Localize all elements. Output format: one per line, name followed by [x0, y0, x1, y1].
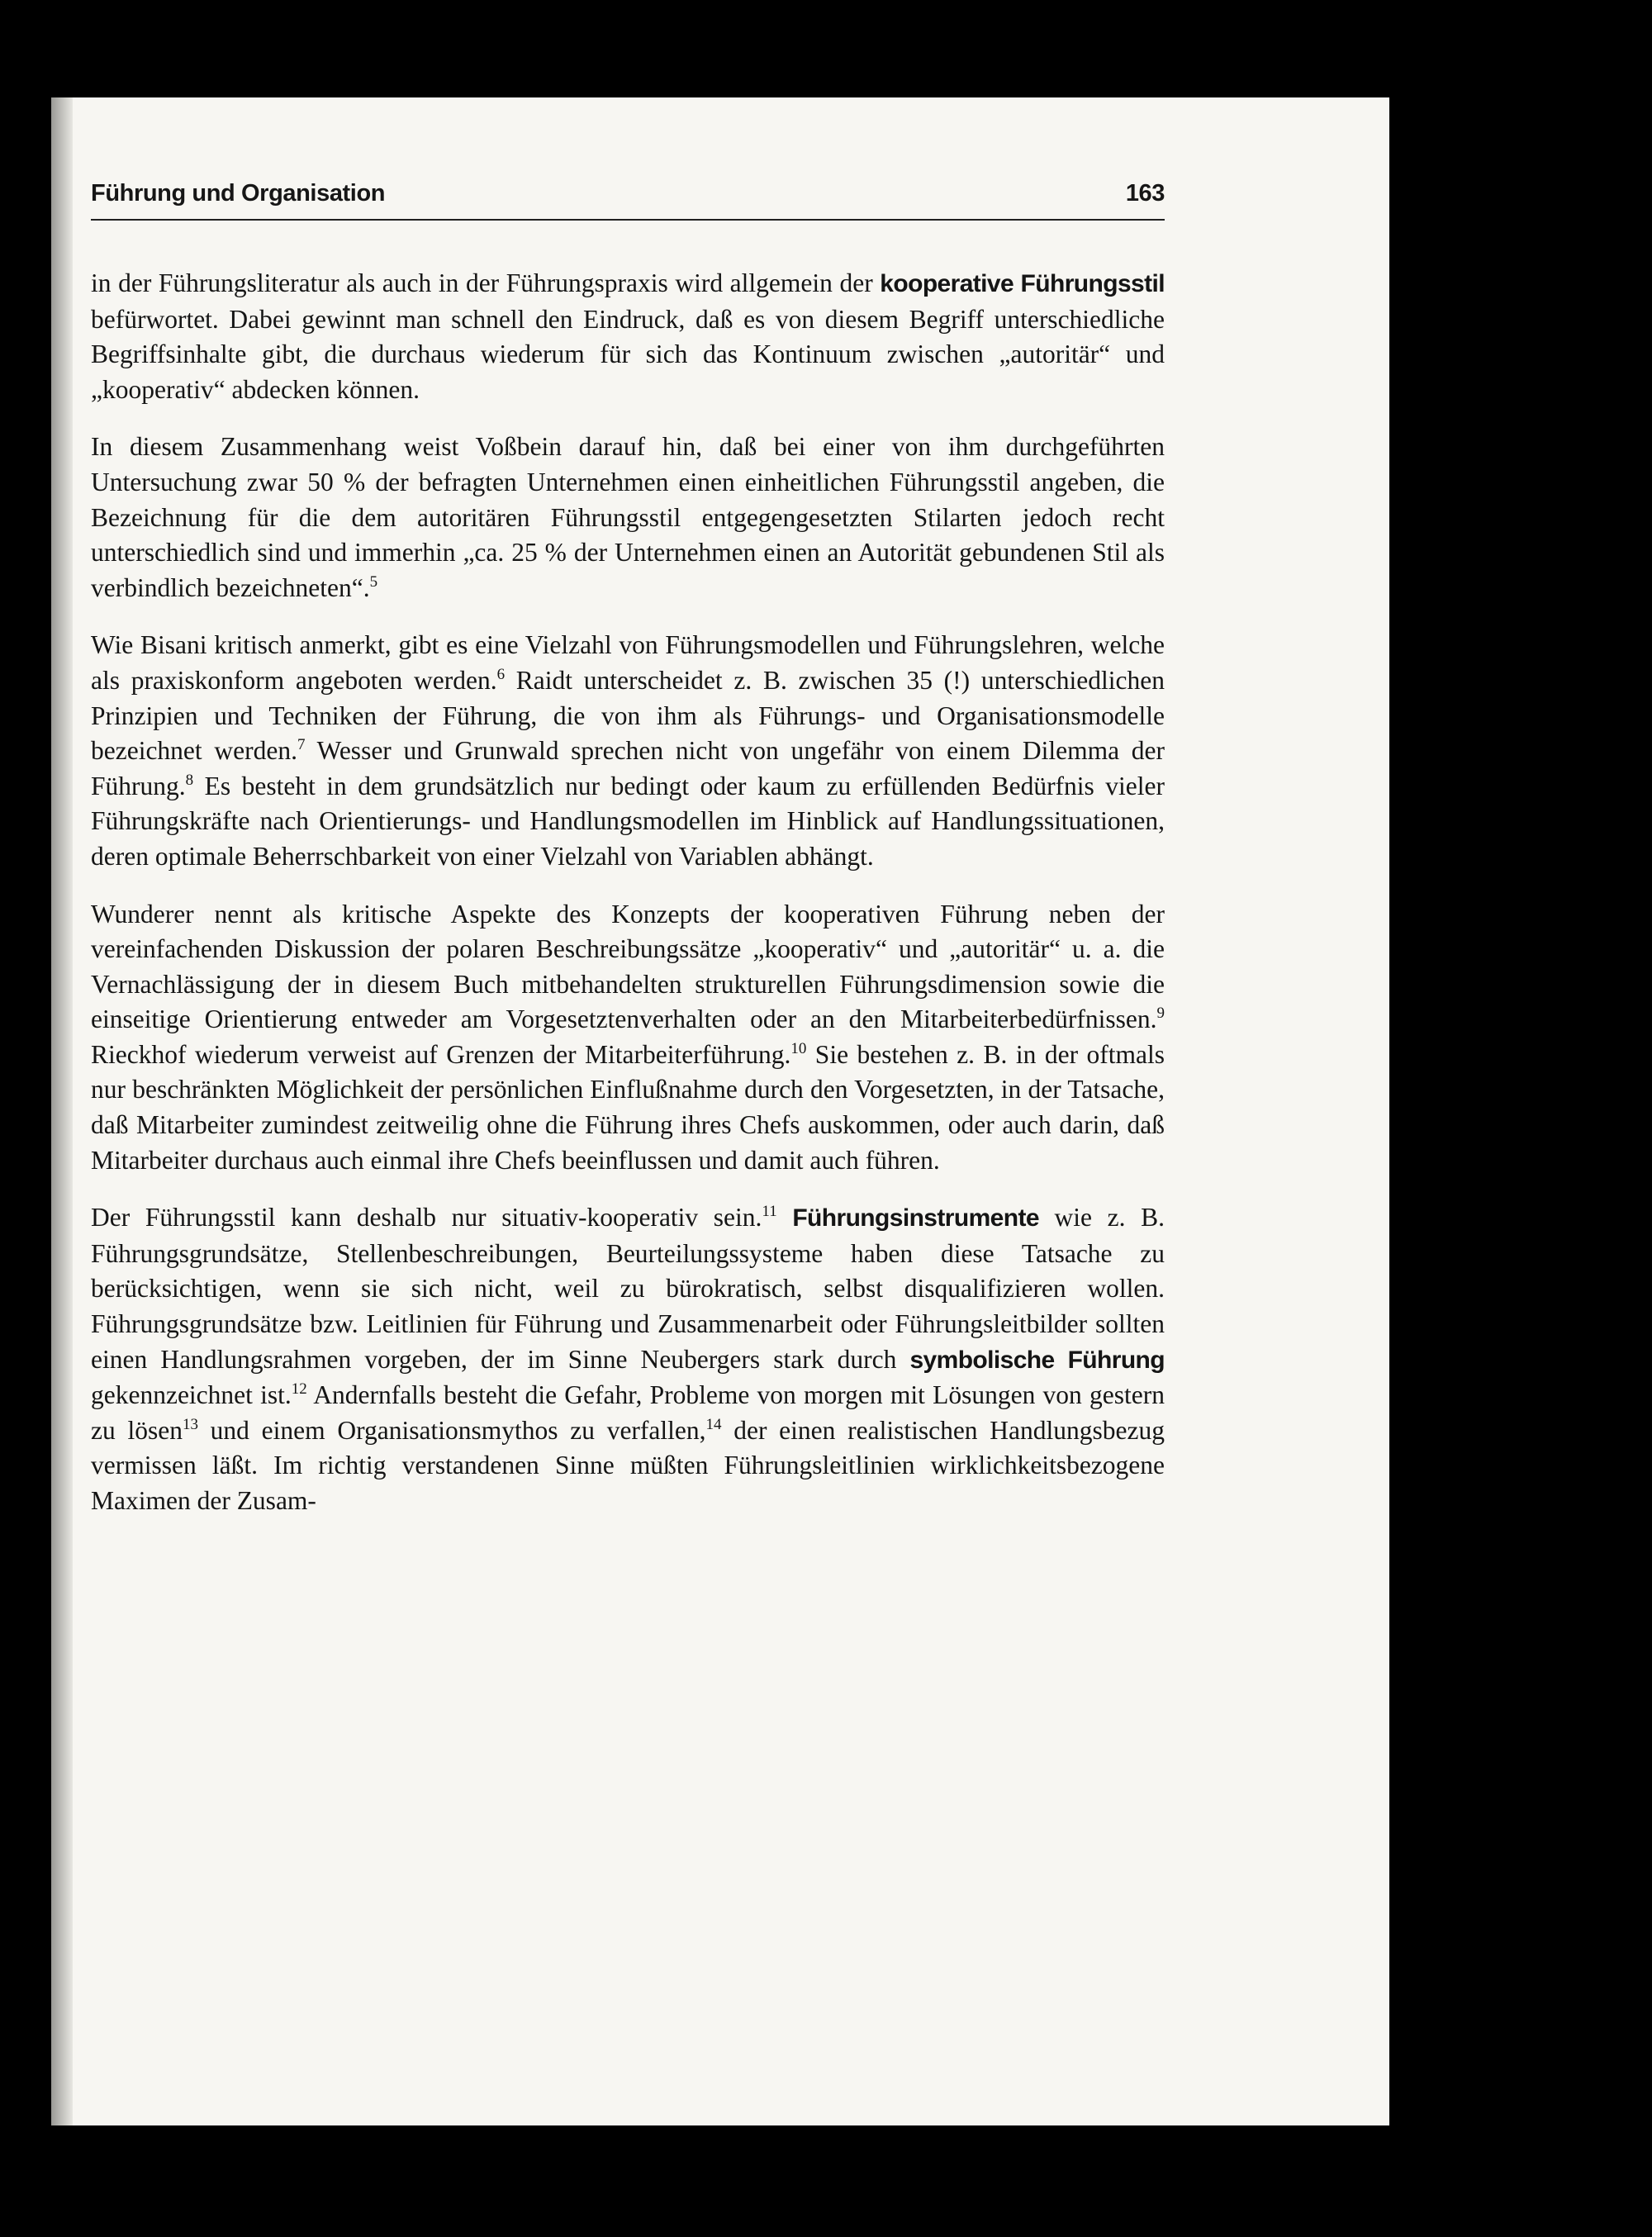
page-number: 163 — [1125, 180, 1165, 207]
text-run: und einem Organisationsmythos zu verfallen, — [197, 1415, 706, 1445]
text-run: Sie bestehen z. B. in der oftmals nur beschränkten Möglichkeit der persönlichen Einflußnahme durch den Vorgesetzten, in der Tatsache, daß Mitarbeiter zumindest zeitweilig ohne die Führung ihres Chefs auskommen, oder auch darin, daß Mitarbeiter durchaus auch einmal ihre Chefs beeinflussen und damit auch führen. — [91, 1039, 1165, 1175]
footnote-ref: 10 — [790, 1039, 807, 1057]
text-run: Wunderer nennt als kritische Aspekte des Konzepts der kooperativen Führung neben der vereinfachenden Diskussion der polaren Beschreibungssätze „kooperativ“ und „autoritär“ u. a. die Vernachlässigung der in diesem Buch mitbehandelten strukturellen Führungsdimension sowie die einseitige Orientierung entweder am Vorgesetztenverhalten oder an den Mitarbeiterbedürfnissen. — [91, 899, 1165, 1034]
header-rule — [91, 219, 1165, 221]
text-run: der einen realistischen Handlungsbezug vermissen läßt. Im richtig verstandenen Sinne müßten Führungsleitlinien wirklichkeitsbezogene Maximen der Zusam- — [91, 1415, 1165, 1515]
emphasis-term: symbolische Führung — [909, 1346, 1165, 1374]
paragraph — [91, 1200, 1165, 1518]
running-head — [91, 180, 1165, 207]
text-run — [777, 1203, 793, 1232]
running-title: Führung und Organisation — [91, 180, 386, 207]
emphasis-term: kooperative Führungsstil — [880, 270, 1165, 297]
text-run: befürwortet. Dabei gewinnt man schnell den Eindruck, daß es von diesem Begriff unterschiedliche Begriffsinhalte gibt, die durchaus wiederum für sich das Kontinuum zwischen „autoritär“ und „kooperativ“ abdecken können. — [91, 304, 1165, 404]
text-run: Rieckhof wiederum verweist auf Grenzen der Mitarbeiterführung. — [91, 1039, 791, 1069]
paragraph — [91, 266, 1165, 407]
text-run: In diesem Zusammenhang weist Voßbein darauf hin, daß bei einer von ihm durchgeführten Untersuchung zwar 50 % der befragten Unternehmen einen einheitlichen Führungsstil angeben, die Bezeichnung für die dem autoritären Führungsstil entgegengesetzten Stilarten jedoch recht unterschiedlich sind und immerhin „ca. 25 % der Unternehmen einen an Autorität gebundenen Stil als verbindlich bezeichneten“. — [91, 432, 1165, 602]
footnote-ref: 6 — [496, 665, 506, 683]
text-run: Es besteht in dem grundsätzlich nur bedingt oder kaum zu erfüllenden Bedürfnis vieler Führungskräfte nach Orientierungs- und Handlungsmodellen im Hinblick auf Handlungssituationen, deren optimale Beherrschbarkeit von einer Vielzahl von Variablen abhängt. — [91, 771, 1165, 871]
footnote-ref: 12 — [291, 1380, 307, 1399]
emphasis-term: Führungsinstrumente — [792, 1204, 1039, 1232]
footnote-ref: 14 — [705, 1415, 722, 1433]
footnote-ref: 13 — [182, 1415, 198, 1433]
text-run: Andernfalls besteht die Gefahr, Probleme von morgen mit Lösungen von gestern zu lösen — [91, 1380, 1165, 1445]
text-run: Raidt unterscheidet z. B. zwischen 35 (!) unterschiedlichen Prinzipien und Techniken der Führung, die von ihm als Führungs- und Organisationsmodelle bezeichnet werden. — [91, 665, 1165, 766]
text-run: Wesser und Grunwald sprechen nicht von ungefähr von einem Dilemma der Führung. — [91, 736, 1165, 800]
spine-shadow — [51, 97, 73, 2125]
text-run: gekennzeichnet ist. — [91, 1380, 292, 1410]
body-text — [91, 266, 1165, 1541]
footnote-ref: 7 — [297, 736, 306, 754]
footnote-ref: 5 — [369, 572, 378, 591]
paragraph — [91, 897, 1165, 1179]
footnote-ref: 9 — [1156, 1005, 1165, 1023]
text-run: Der Führungsstil kann deshalb nur situativ-kooperativ sein. — [91, 1203, 762, 1232]
footnote-ref: 11 — [762, 1203, 777, 1221]
paragraph — [91, 430, 1165, 606]
text-run: Wie Bisani kritisch anmerkt, gibt es eine Vielzahl von Führungsmodellen und Führungslehren, welche als praxiskonform angeboten werden. — [91, 630, 1165, 695]
paragraph — [91, 628, 1165, 874]
text-run: in der Führungsliteratur als auch in der Führungspraxis wird allgemein der — [91, 268, 881, 297]
footnote-ref: 8 — [185, 771, 194, 789]
text-run: wie z. B. Führungsgrundsätze, Stellenbeschreibungen, Beurteilungssysteme haben diese Tatsache zu berücksichtigen, wenn sie sich nicht, weil zu bürokratisch, selbst disqualifizieren wollen. Führungsgrundsätze bzw. Leitlinien für Führung und Zusammenarbeit oder Führungsleitbilder sollten einen Handlungsrahmen vorgeben, der im Sinne Neubergers stark durch — [91, 1203, 1165, 1374]
